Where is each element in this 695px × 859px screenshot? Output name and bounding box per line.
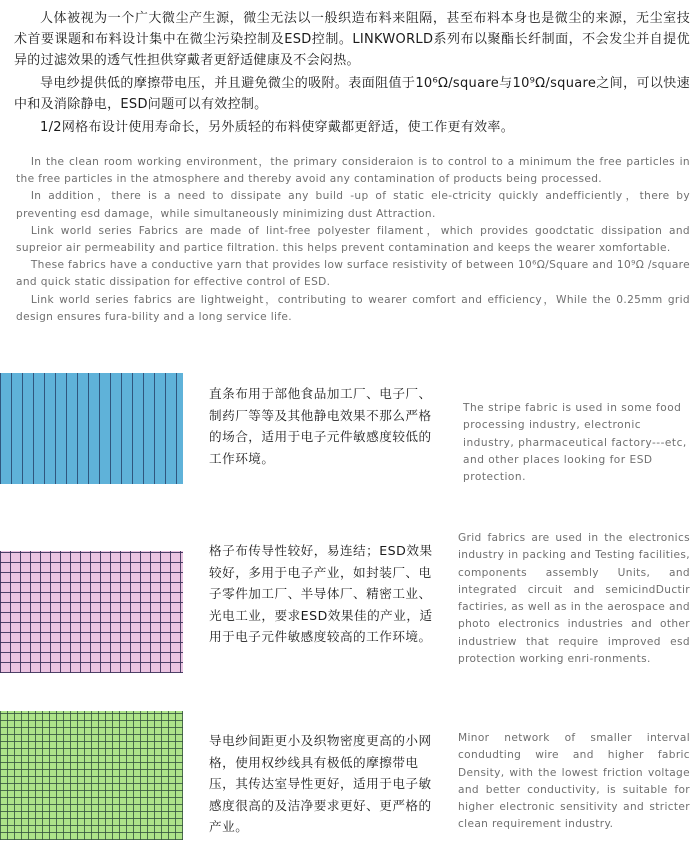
- intro-en-paragraph: These fabrics have a conductive yarn that provides low surface resistivity of between 10⁶Ω/Square and 10⁹Ω /square and quick static dissipation for effective control of ESD.: [16, 259, 690, 289]
- stripe-fabric-swatch: [0, 373, 183, 484]
- fine-grid-fabric-description-zh: 导电纱间距更小及织物密度更高的小网格，使用权纱线具有极低的摩擦带电压，其传达室导性更好，适用于电子敏感度很高的及洁净要求更好、更严格的产业。: [209, 733, 432, 834]
- fine-grid-fabric-description-en: Minor network of smaller interval condudting wire and higher fabric Density, with the lowest friction voltage and better conductivity, is suitable for higher electronic sensitivity and stricter clean requirement industry.: [458, 732, 690, 831]
- grid-fabric-description-en: Grid fabrics are used in the electronics industry in packing and Testing facilities, components assembly Units, and integrated circuit and semicindDuctir factiries, as well as in the aerospace and photo electronics industries and other industriew that require improved esd protection working enri-ronments.: [458, 532, 690, 666]
- stripe-fabric-description-zh: 直条布用于部他食品加工厂、电子厂、制药厂等等及其他静电效果不那么严格的场合，适用于电子元件敏感度较低的工作环境。: [209, 386, 432, 466]
- stripe-fabric-description-en: The stripe fabric is used in some food processing industry, electronic industry, pharmaceutical factory---etc, and other places looking for ESD protection.: [463, 402, 687, 484]
- intro-en-paragraph: In addition，there is a need to dissipate any build -up of static ele-ctricity quickly andefficiently，there by preventing esd damage，while simultaneously minimizing dust Attraction.: [16, 190, 690, 220]
- intro-en-paragraph: Link world series Fabrics are made of lint-free polyester filament，which provides goodctatic dissipation and supreior air permeability and partice filtration. this helps prevent contamination and keeps the wearer xomfortable.: [16, 224, 690, 255]
- intro-zh-paragraph: 人体被视为一个广大微尘产生源，微尘无法以一般织造布料来阻隔，甚至布料本身也是微尘的来源，无尘室技术首要课题和布料设计集中在微尘污染控制及ESD控制。LINKWORLD系列布以聚酯长纤制面，不会发尘并自提优异的过滤效果的透气性担供穿戴者更舒适健康及不会闷热。: [14, 11, 690, 68]
- intro-en-paragraph: In the clean room working environment，the primary consideraion is to control to a minimum the free particles in the free particles in the atmosphere and thereby avoid any contamination of products being processed.: [16, 156, 690, 186]
- english-intro: [16, 154, 690, 326]
- grid-fabric-description-zh: 格子布传导性较好，易连结；ESD效果较好，多用于电子产业，如封装厂、电子零件加工厂、半导体厂、精密工业、光电工业，要求ESD效果佳的产业，适用于电子元件敏感度较高的工作环境。: [209, 543, 433, 644]
- intro-zh-paragraph: 导电纱提供低的摩擦带电压，并且避免微尘的吸附。表面阻值于10⁶Ω/square与10⁹Ω/square之间，可以快速中和及消除静电，ESD问题可以有效控制。: [14, 76, 690, 112]
- fine-grid-fabric-swatch: [0, 711, 183, 840]
- intro-zh-paragraph: 1/2网格布设计使用寿命长，另外质轻的布料使穿戴都更舒适，使工作更有效率。: [40, 120, 515, 135]
- grid-fabric-swatch: [0, 551, 183, 673]
- chinese-intro: [14, 8, 690, 138]
- intro-en-paragraph: Link world series fabrics are lightweight，contributing to wearer comfort and efficiency，While the 0.25mm grid design ensures fura-bility and a long service life.: [16, 293, 690, 323]
